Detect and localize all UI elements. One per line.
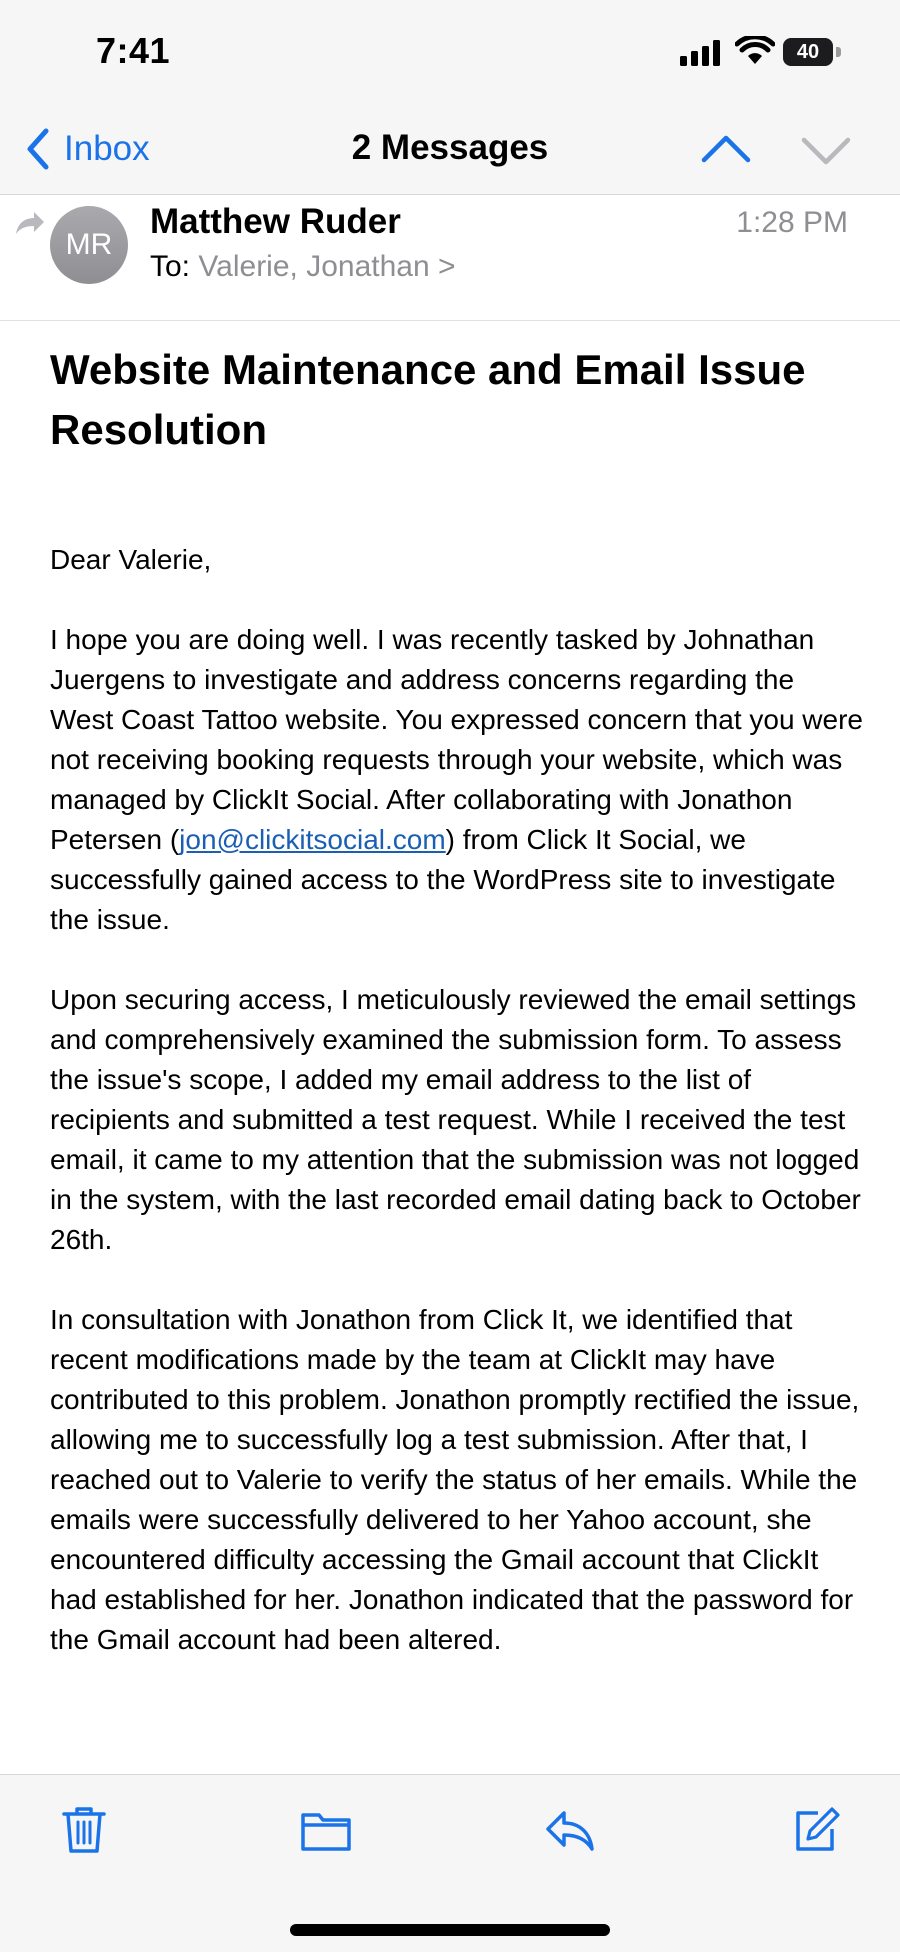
chevron-down-icon[interactable] (800, 130, 852, 170)
compose-icon[interactable] (792, 1805, 840, 1855)
trash-icon[interactable] (60, 1805, 108, 1855)
nav-bar (0, 110, 900, 195)
message-content (50, 340, 865, 1774)
battery-icon (783, 38, 843, 66)
paragraph-2: Upon securing access, I meticulously reviewed the email settings and comprehensively examined the submission form. To assess the issue's scope, I added my email address to the list of recipients and submitted a test request. While I received the test email, it came to my attention that the submission was not logged in the system, with the last recorded email dating back to October 26th. (50, 984, 861, 1255)
reply-icon[interactable] (544, 1805, 596, 1855)
home-indicator[interactable] (290, 1924, 610, 1936)
forward-arrow-icon (12, 208, 46, 238)
greeting: Dear Valerie, (50, 544, 212, 575)
message-body (50, 540, 865, 1660)
wifi-icon (735, 36, 775, 66)
paragraph-3: In consultation with Jonathon from Click It, we identified that recent modifications made by the team at ClickIt may have contributed to this problem. Jonathon promptly rectified the issue, allowing me to successfully log a test submission. After that, I reached out to Valerie to verify the status of her emails. While the emails were successfully delivered to her Yahoo account, she encountered difficulty accessing the Gmail account that ClickIt had established for her. Jonathon indicated that the password for the Gmail account had been altered. (50, 1304, 860, 1655)
to-names[interactable]: Valerie, Jonathan > (198, 250, 456, 283)
to-label: To: (150, 250, 191, 283)
message-time: 1:28 PM (736, 206, 848, 239)
email-link[interactable]: jon@clickitsocial.com (179, 824, 446, 855)
message-header (0, 194, 900, 321)
battery-cap (836, 47, 841, 57)
nav-title: 2 Messages (351, 128, 549, 167)
paragraph-1-text-b: ) from Click It Social, we successfully gained access to the WordPress site to investigate the issue. (50, 824, 836, 935)
status-bar (0, 0, 900, 110)
subject: Website Maintenance and Email Issue Resolution (50, 346, 806, 453)
recipients[interactable] (150, 250, 456, 284)
folder-icon[interactable] (300, 1805, 352, 1855)
avatar[interactable]: MR (50, 206, 128, 284)
status-time: 7:41 (96, 30, 171, 71)
sender-name[interactable]: Matthew Ruder (150, 202, 401, 241)
chevron-up-icon[interactable] (700, 130, 752, 170)
cellular-signal-icon (680, 40, 724, 66)
battery-level: 40 (796, 41, 820, 63)
paragraph-1 (50, 620, 865, 940)
back-label: Inbox (64, 129, 150, 168)
paragraph-1-text-a: I hope you are doing well. I was recently tasked by Johnathan Juergens to investigate and address concerns regarding the West Coast Tattoo website. You expressed concern that you were not receiving booking requests through your website, which was managed by ClickIt Social. After collaborating with Jonathon Petersen ( (50, 624, 863, 855)
